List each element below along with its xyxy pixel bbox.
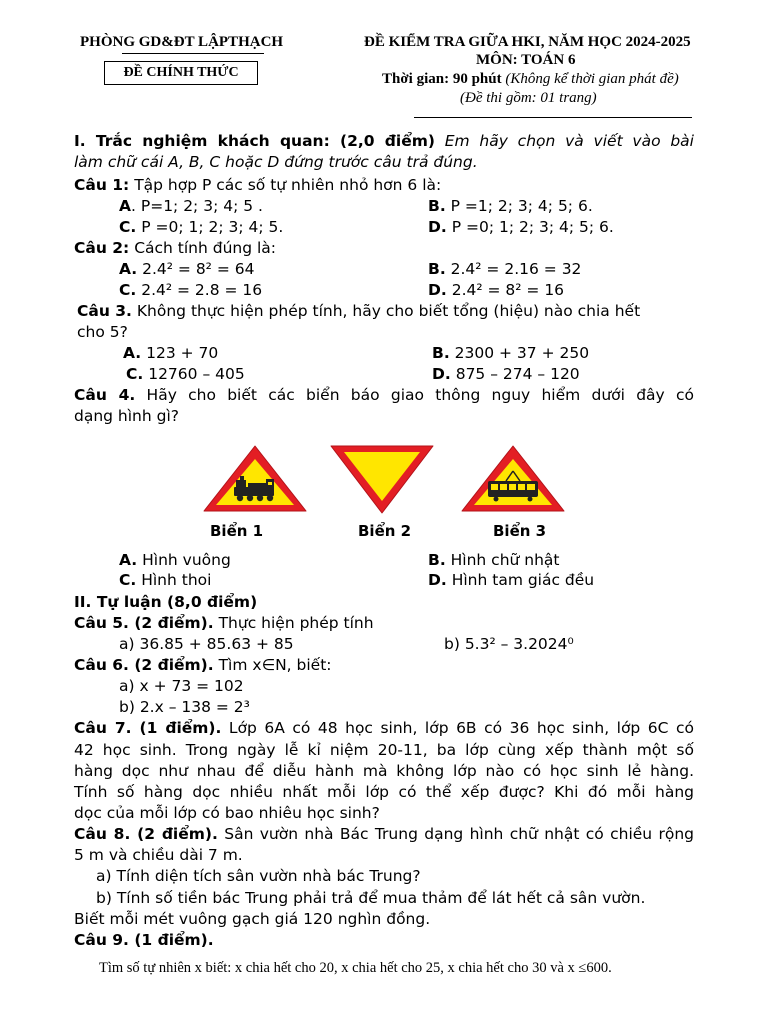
subject-title: MÔN: TOÁN 6	[476, 52, 576, 68]
q4-option-d-letter: D.	[428, 571, 447, 589]
q4-option-d-text: Hình tam giác đều	[451, 571, 595, 589]
q3-option-c	[126, 365, 245, 383]
part1-heading: I. Trắc nghiệm khách quan: (2,0 điểm)	[74, 132, 435, 150]
pages-note: (Đề thi gồm: 01 trang)	[460, 90, 597, 106]
q3-option-d-letter: D.	[432, 365, 451, 383]
q1-option-c	[119, 218, 283, 236]
question-3-text: Không thực hiện phép tính, hãy cho biết tổng (hiệu) nào chia hết	[136, 302, 641, 320]
question-3-label: Câu 3.	[77, 302, 132, 320]
sign-1-train	[200, 443, 310, 515]
question-8-label: Câu 8. (2 điểm).	[74, 825, 218, 843]
sign-2-yield	[328, 443, 436, 515]
q4-option-c-text: Hình thoi	[141, 571, 212, 589]
q1-option-b	[428, 197, 593, 215]
q1-option-d-letter: D.	[428, 218, 447, 236]
q2-option-d	[428, 281, 564, 299]
q4-option-a-text: Hình vuông	[142, 551, 231, 569]
question-4-text: Hãy cho biết các biển báo giao thông nguy hiểm dưới đây có	[146, 386, 694, 404]
time-note: (Không kể thời gian phát đề)	[505, 71, 679, 87]
part1-intro-line1	[74, 132, 694, 150]
question-7-line5: dọc của mỗi lớp có bao nhiêu học sinh?	[74, 804, 380, 822]
q2-option-c-text: 2.4² = 2.8 = 16	[141, 281, 263, 299]
q5-part-a: a) 36.85 + 85.63 + 85	[119, 635, 294, 653]
question-4-text-line2: dạng hình gì?	[74, 407, 180, 425]
question-5-label: Câu 5. (2 điểm).	[74, 614, 214, 632]
question-1-text: Tập hợp P các số tự nhiên nhỏ hơn 6 là:	[134, 176, 442, 194]
question-2	[74, 239, 276, 257]
question-9-label: Câu 9. (1 điểm).	[74, 931, 214, 949]
question-7-label: Câu 7. (1 điểm).	[74, 719, 222, 737]
question-5	[74, 614, 374, 632]
q1-option-d	[428, 218, 614, 236]
q4-option-b-text: Hình chữ nhật	[450, 551, 560, 569]
q3-option-c-letter: C.	[126, 365, 144, 383]
department-underline	[122, 53, 264, 54]
q1-option-a-text: . P=1; 2; 3; 4; 5 .	[131, 197, 263, 215]
question-3-text-line2: cho 5?	[77, 323, 128, 341]
department-name: PHÒNG GD&ĐT LẬPTHẠCH	[80, 34, 284, 50]
q2-option-b-letter: B.	[428, 260, 446, 278]
q6-part-a: a) x + 73 = 102	[119, 677, 244, 695]
official-label: ĐỀ CHÍNH THỨC	[123, 65, 239, 80]
question-4-label: Câu 4.	[74, 386, 136, 404]
q2-option-c	[119, 281, 262, 299]
q3-option-a	[123, 344, 218, 362]
question-9-text: Tìm số tự nhiên x biết: x chia hết cho 20, x chia hết cho 25, x chia hết cho 30 và x ≤600.	[99, 960, 612, 976]
question-1	[74, 176, 441, 194]
question-3	[77, 302, 640, 320]
q1-option-d-text: P =0; 1; 2; 3; 4; 5; 6.	[451, 218, 614, 236]
q4-option-a-letter: A.	[119, 551, 138, 569]
q1-option-a	[119, 197, 263, 215]
exam-title: ĐỀ KIỂM TRA GIỮA HKI, NĂM HỌC 2024-2025	[364, 34, 691, 50]
q2-option-d-text: 2.4² = 8² = 16	[451, 281, 565, 299]
question-4	[74, 386, 694, 404]
question-7-line3: hàng dọc như nhau để diễu hành mà không lớp nào có học sinh lẻ hàng.	[74, 762, 694, 780]
sign-1-label: Biển 1	[210, 522, 264, 540]
sign-3-tram	[458, 443, 568, 515]
question-2-text: Cách tính đúng là:	[134, 239, 277, 257]
q4-option-a	[119, 551, 231, 569]
q4-option-c	[119, 571, 211, 589]
q5-part-b: b) 5.3² – 3.2024⁰	[444, 635, 574, 653]
question-8-line2: 5 m và chiều dài 7 m.	[74, 846, 243, 864]
q8-part-b: b) Tính số tiền bác Trung phải trả để mua thảm để lát hết cả sân vườn.	[96, 889, 646, 907]
q3-option-d-text: 875 – 274 – 120	[455, 365, 580, 383]
official-label-box	[104, 61, 258, 85]
q4-option-b	[428, 551, 560, 569]
q1-option-b-text: P =1; 2; 3; 4; 5; 6.	[450, 197, 593, 215]
q1-option-c-text: P =0; 1; 2; 3; 4; 5.	[141, 218, 284, 236]
question-2-label: Câu 2:	[74, 239, 130, 257]
question-7-line1	[74, 719, 694, 737]
q3-option-b-text: 2300 + 37 + 250	[454, 344, 590, 362]
question-5-text: Thực hiện phép tính	[218, 614, 374, 632]
part1-instruction-line2: làm chữ cái A, B, C hoặc D đứng trước câu trả đúng.	[74, 153, 478, 171]
q2-option-b-text: 2.4² = 2.16 = 32	[450, 260, 582, 278]
question-7-line4: Tính số hàng dọc nhiều nhất mỗi lớp có thể xếp được? Khi đó mỗi hàng	[74, 783, 694, 801]
q2-option-b	[428, 260, 581, 278]
time-line	[382, 71, 679, 88]
question-8-text: Sân vườn nhà Bác Trung dạng hình chữ nhật có chiều rộng	[224, 825, 694, 843]
q3-option-a-letter: A.	[123, 344, 142, 362]
q1-option-b-letter: B.	[428, 197, 446, 215]
q3-option-b	[432, 344, 589, 362]
question-1-label: Câu 1:	[74, 176, 130, 194]
q4-option-c-letter: C.	[119, 571, 137, 589]
q1-option-a-letter: A	[119, 197, 131, 215]
q2-option-a-letter: A.	[119, 260, 138, 278]
question-6-label: Câu 6. (2 điểm).	[74, 656, 214, 674]
question-7-text: Lớp 6A có 48 học sinh, lớp 6B có 36 học sinh, lớp 6C có	[228, 719, 694, 737]
q8-part-a: a) Tính diện tích sân vườn nhà bác Trung?	[96, 867, 421, 885]
q4-option-d	[428, 571, 594, 589]
time-label: Thời gian: 90 phút	[382, 71, 502, 87]
q2-option-a	[119, 260, 254, 278]
q4-option-b-letter: B.	[428, 551, 446, 569]
q3-option-c-text: 12760 – 405	[148, 365, 245, 383]
q2-option-d-letter: D.	[428, 281, 447, 299]
q3-option-b-letter: B.	[432, 344, 450, 362]
q3-option-d	[432, 365, 580, 383]
part1-instruction: Em hãy chọn và viết vào bài	[444, 132, 694, 150]
q3-option-a-text: 123 + 70	[146, 344, 219, 362]
question-7-line2: 42 học sinh. Trong ngày lễ kỉ niệm 20-11, ba lớp cùng xếp thành một số	[74, 741, 694, 759]
sign-2-label: Biển 2	[358, 522, 412, 540]
header-divider	[414, 117, 692, 118]
q1-option-c-letter: C.	[119, 218, 137, 236]
question-6	[74, 656, 332, 674]
q6-part-b: b) 2.x – 138 = 2³	[119, 698, 250, 716]
question-8-line1	[74, 825, 694, 843]
q2-option-c-letter: C.	[119, 281, 137, 299]
sign-3-label: Biển 3	[493, 522, 547, 540]
part2-heading: II. Tự luận (8,0 điểm)	[74, 593, 258, 611]
q8-part-b-line2: Biết mỗi mét vuông gạch giá 120 nghìn đồng.	[74, 910, 431, 928]
q2-option-a-text: 2.4² = 8² = 64	[142, 260, 255, 278]
question-6-text: Tìm x∈N, biết:	[218, 656, 332, 674]
